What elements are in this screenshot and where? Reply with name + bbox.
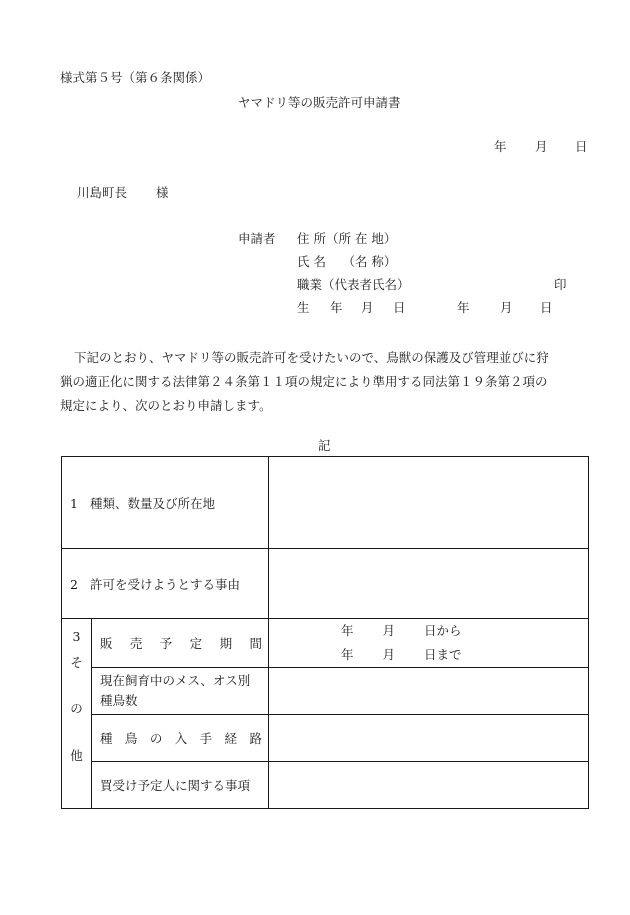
route-char: 路 bbox=[249, 731, 262, 746]
buyer-label-cell bbox=[92, 762, 269, 809]
document-title: ヤマドリ等の販売許可申請書 bbox=[238, 95, 401, 110]
sales-period-char: 定 bbox=[189, 636, 203, 651]
seal-mark: 印 bbox=[554, 277, 567, 292]
breeding-stock-line-1: 現在飼育中のメス、オス別 bbox=[100, 673, 251, 688]
birth-month-2: 月 bbox=[500, 300, 513, 315]
sales-period-label bbox=[92, 634, 268, 652]
birth-label: 生 bbox=[297, 300, 310, 315]
row2-label: 許可を受けようとする事由 bbox=[89, 576, 240, 592]
breeding-stock-label-cell bbox=[92, 668, 269, 715]
sales-period-char: 予 bbox=[159, 636, 173, 651]
acquisition-route-value-cell[interactable] bbox=[269, 715, 589, 762]
row-types bbox=[62, 457, 589, 549]
row-reason bbox=[62, 549, 589, 619]
applicant-address: 住 所（所 在 地） bbox=[297, 231, 397, 246]
reason-value-cell[interactable] bbox=[269, 549, 589, 619]
row-buyer bbox=[62, 762, 589, 809]
applicant-label: 申請者 bbox=[238, 231, 276, 246]
row1-number: 1 bbox=[70, 495, 78, 511]
sales-period-char: 期 bbox=[219, 636, 233, 651]
sales-period-char: 販 bbox=[100, 636, 113, 651]
row-acquisition-route bbox=[62, 715, 589, 762]
addressee: 川島町長 bbox=[77, 185, 128, 200]
date-month: 月 bbox=[535, 139, 548, 154]
body-line-2: 猟の適正化に関する法律第２４条第１１項の規定により準用する同法第１９条第２項の bbox=[60, 374, 548, 389]
route-char: の bbox=[149, 731, 163, 746]
buyer-value-cell[interactable] bbox=[269, 762, 589, 809]
honorific: 様 bbox=[156, 185, 169, 200]
acquisition-route-label bbox=[92, 729, 268, 747]
types-label-cell bbox=[62, 457, 269, 549]
application-table bbox=[61, 456, 589, 809]
ki-heading: 記 bbox=[318, 438, 331, 453]
sales-period-char: 売 bbox=[129, 636, 143, 651]
birth-day-2: 日 bbox=[540, 300, 553, 315]
body-line-3: 規定により、次のとおり申請します。 bbox=[60, 398, 272, 413]
route-char: 手 bbox=[199, 731, 213, 746]
applicant-name: 氏 名 （名 称） bbox=[297, 254, 397, 269]
birth-year-2: 年 bbox=[457, 300, 470, 315]
other-vertical-label bbox=[62, 619, 92, 809]
applicant-occupation: 職業（代表者氏名） bbox=[297, 277, 410, 292]
date-year: 年 bbox=[494, 139, 507, 154]
form-number: 様式第５号（第６条関係） bbox=[60, 70, 211, 85]
route-char: 種 bbox=[100, 731, 113, 746]
buyer-label: 買受け予定人に関する事項 bbox=[100, 778, 251, 793]
route-char: 入 bbox=[174, 731, 188, 746]
other-char-no: の bbox=[70, 701, 83, 716]
date-day: 日 bbox=[575, 139, 588, 154]
row2-number: 2 bbox=[70, 576, 78, 592]
acquisition-route-label-cell bbox=[92, 715, 269, 762]
period-to: 年 月 日まで bbox=[341, 647, 462, 662]
period-from: 年 月 日から bbox=[341, 623, 462, 638]
row1-label: 種類、数量及び所在地 bbox=[89, 495, 215, 511]
birth-day: 日 bbox=[393, 300, 406, 315]
body-paragraph bbox=[60, 346, 590, 418]
other-char-so: そ bbox=[70, 654, 83, 670]
row-breeding-stock bbox=[62, 668, 589, 715]
other-char-ta: 他 bbox=[70, 747, 83, 763]
route-char: 鳥 bbox=[124, 731, 138, 746]
sales-period-label-cell bbox=[92, 619, 269, 668]
breeding-stock-line-2: 種鳥数 bbox=[100, 693, 138, 708]
sales-period-char: 間 bbox=[249, 636, 262, 651]
birth-year: 年 bbox=[330, 300, 343, 315]
other-char-3: 3 bbox=[72, 629, 81, 644]
types-value-cell[interactable] bbox=[269, 457, 589, 549]
breeding-stock-value-cell[interactable] bbox=[269, 668, 589, 715]
row-sales-period bbox=[62, 619, 589, 668]
reason-label-cell bbox=[62, 549, 269, 619]
body-line-1: 下記のとおり、ヤマドリ等の販売許可を受けたいので、鳥獣の保護及び管理並びに狩 bbox=[74, 350, 549, 365]
sales-period-value-cell[interactable] bbox=[269, 619, 589, 668]
route-char: 経 bbox=[224, 731, 238, 746]
birth-month: 月 bbox=[361, 300, 374, 315]
